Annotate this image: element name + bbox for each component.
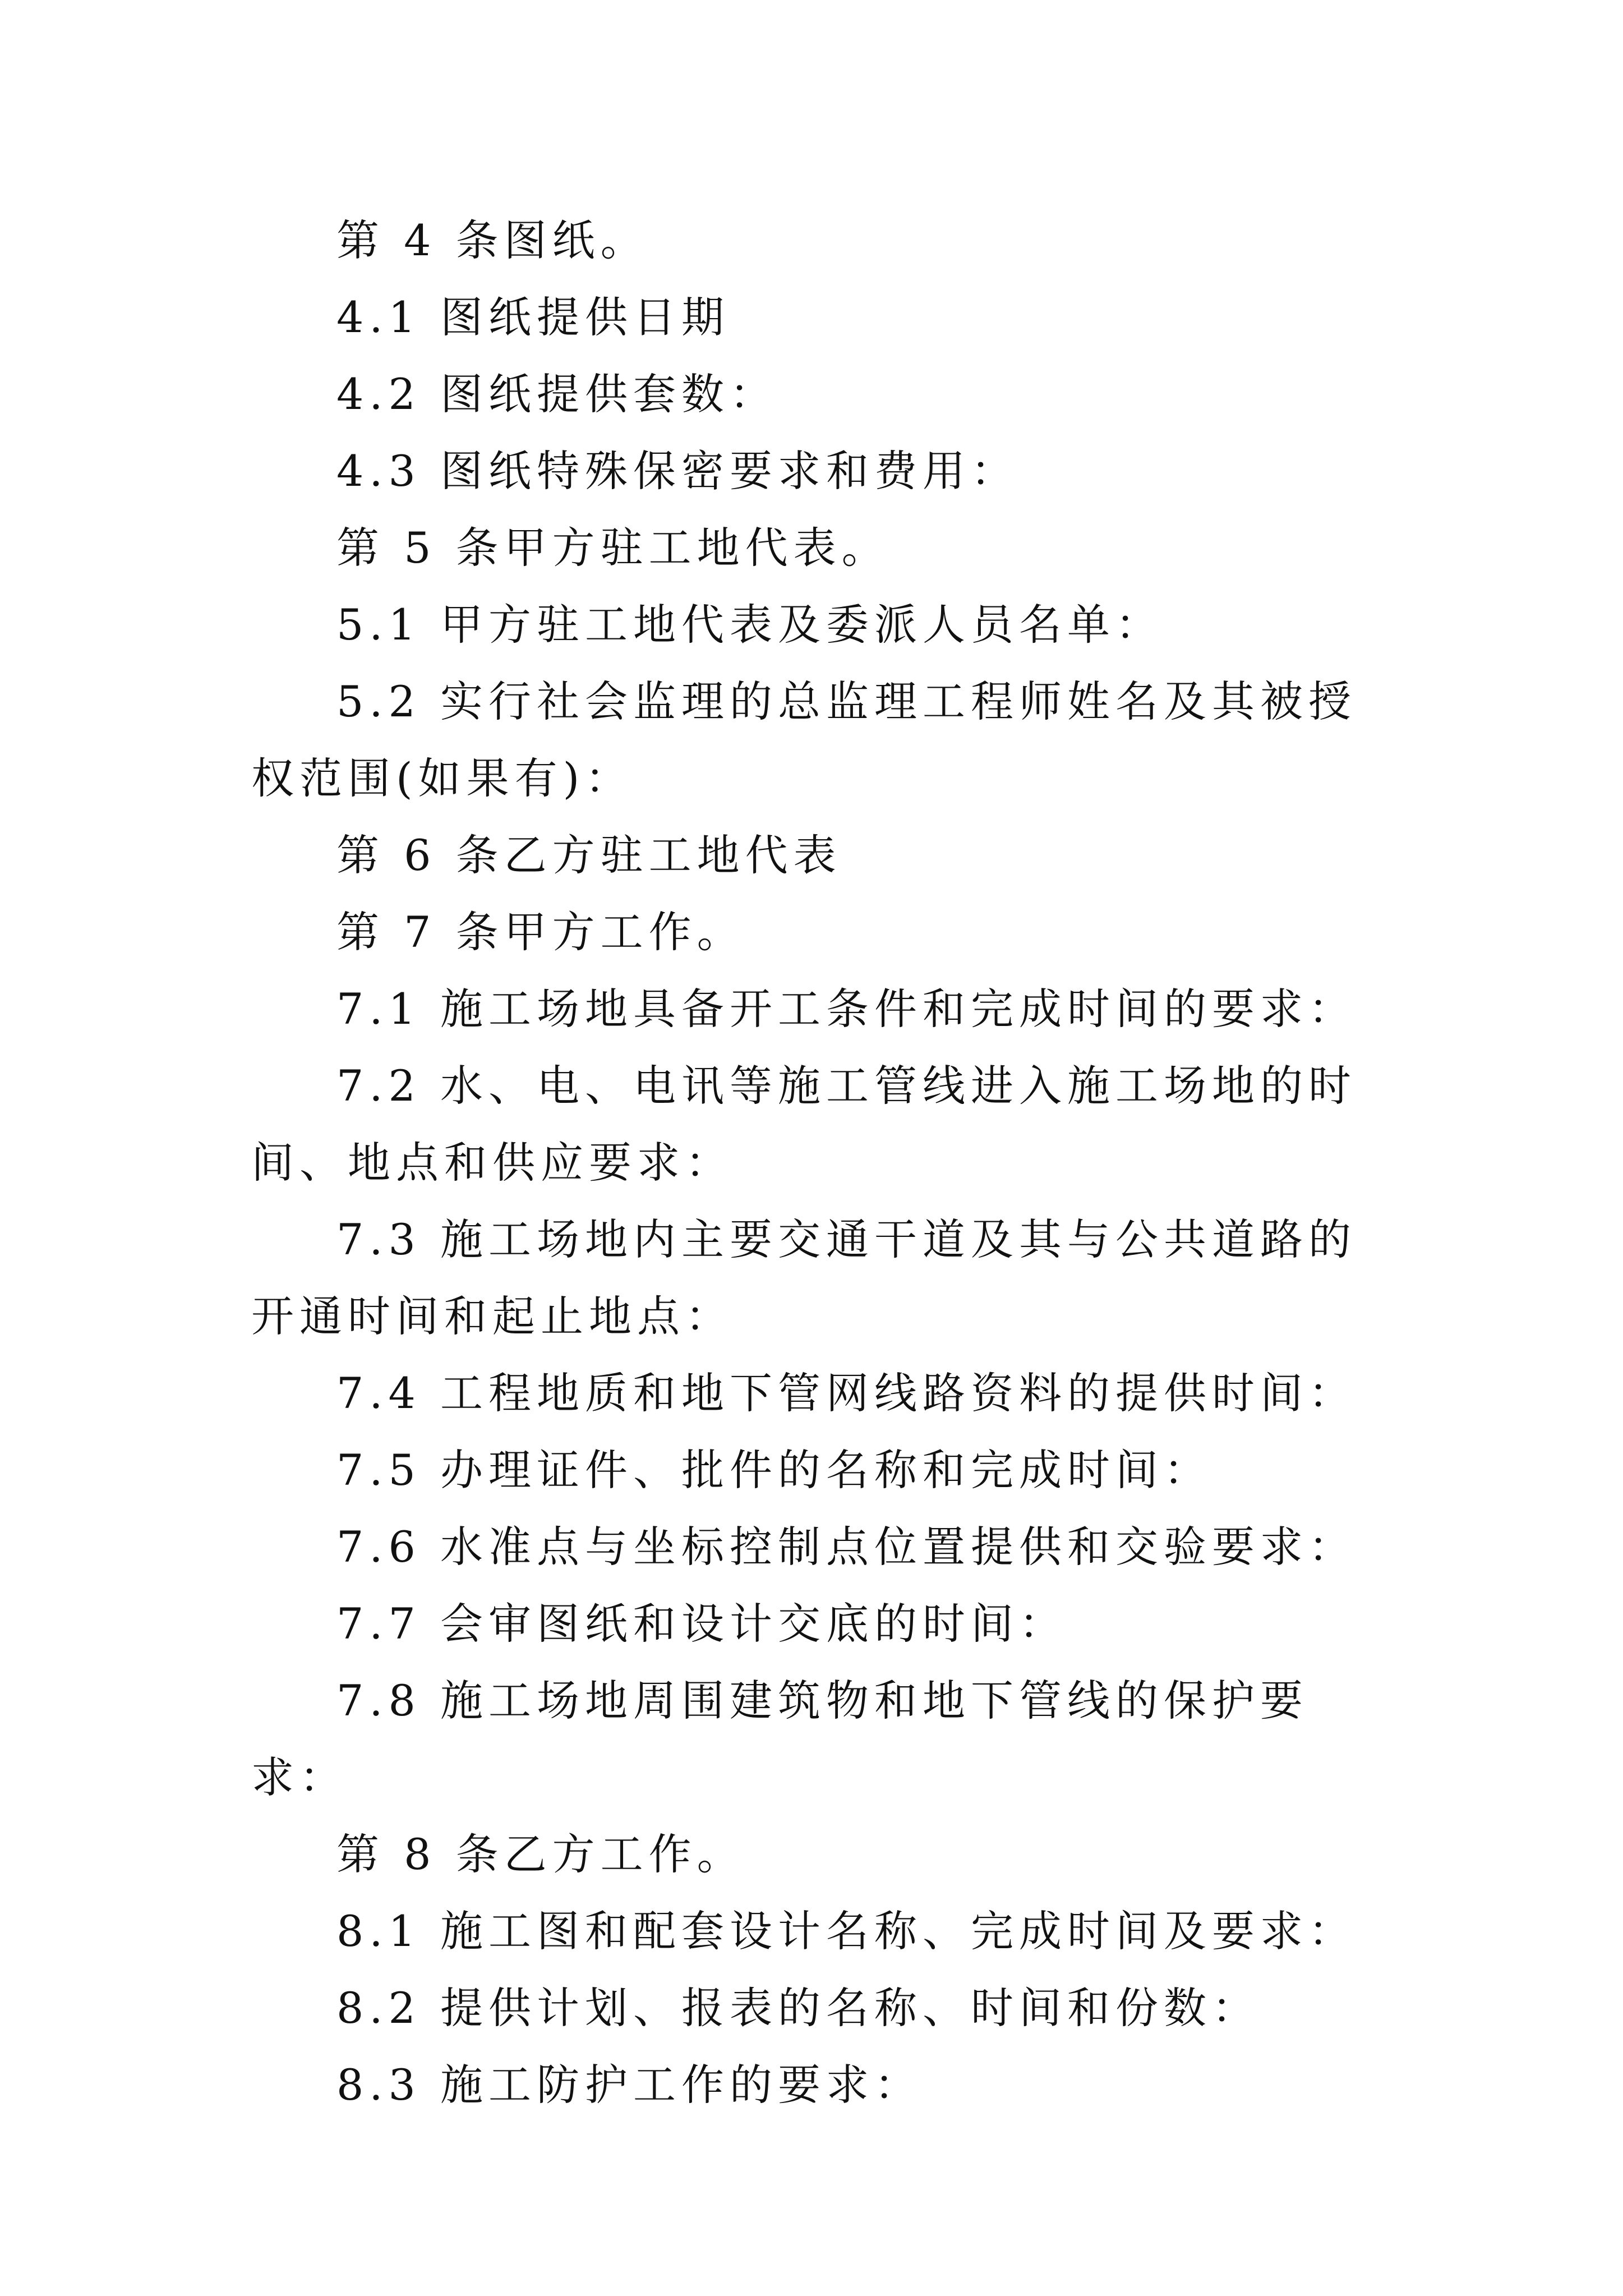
clause-7-3: 7.3 施工场地内主要交通干道及其与公共道路的开通时间和起止地点： xyxy=(251,1214,1357,1341)
clause-heading-8: 第 8 条乙方工作。 xyxy=(336,1829,745,1879)
clause-7-8: 7.8 施工场地周围建筑物和地下管线的保护要求： xyxy=(251,1676,1309,1802)
clause-5-2: 5.2 实行社会监理的总监理工程师姓名及其被授权范围(如果有)： xyxy=(251,677,1357,803)
clause-heading-7: 第 7 条甲方工作。 xyxy=(336,907,745,957)
clause-heading-4: 第 4 条图纸。 xyxy=(336,215,649,265)
clause-7-7: 7.7 会审图纸和设计交底的时间： xyxy=(336,1599,1068,1649)
clause-4-1: 4.1 图纸提供日期 xyxy=(336,292,730,342)
clause-7-1: 7.1 施工场地具备开工条件和完成时间的要求： xyxy=(336,984,1357,1034)
clause-7-6: 7.6 水准点与坐标控制点位置提供和交验要求： xyxy=(336,1522,1357,1572)
clause-4-3: 4.3 图纸特殊保密要求和费用： xyxy=(336,446,1020,496)
clause-8-1: 8.1 施工图和配套设计名称、完成时间及要求： xyxy=(336,1906,1357,1956)
clause-4-2: 4.2 图纸提供套数： xyxy=(336,369,778,419)
clause-heading-5: 第 5 条甲方驻工地代表。 xyxy=(336,523,890,573)
clause-7-2: 7.2 水、电、电讯等施工管线进入施工场地的时间、地点和供应要求： xyxy=(251,1061,1357,1188)
clause-7-4: 7.4 工程地质和地下管网线路资料的提供时间： xyxy=(336,1368,1357,1418)
clause-5-1: 5.1 甲方驻工地代表及委派人员名单： xyxy=(336,600,1164,650)
clause-7-5: 7.5 办理证件、批件的名称和完成时间： xyxy=(336,1445,1212,1495)
clause-8-2: 8.2 提供计划、报表的名称、时间和份数： xyxy=(336,1983,1261,2033)
document-body xyxy=(251,202,1378,2123)
clause-heading-6: 第 6 条乙方驻工地代表 xyxy=(336,830,842,880)
clause-8-3: 8.3 施工防护工作的要求： xyxy=(336,2060,923,2110)
